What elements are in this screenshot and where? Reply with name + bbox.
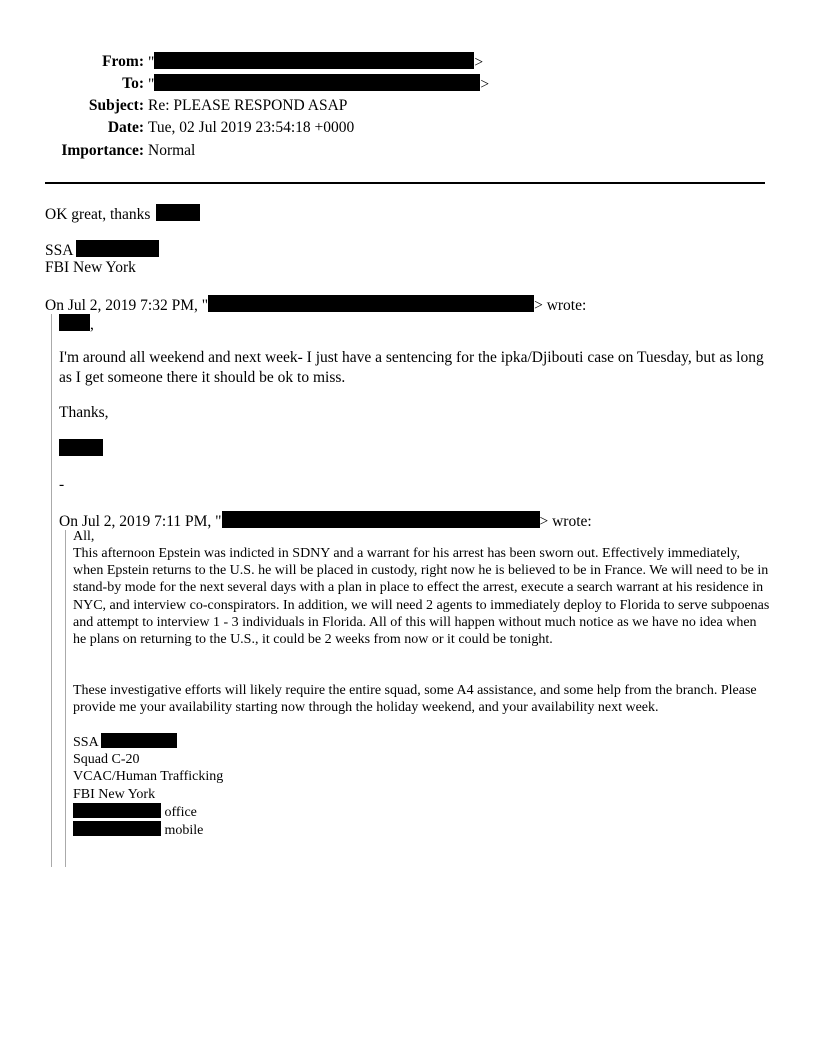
quote2-sig-unit: VCAC/Human Trafficking xyxy=(73,769,224,785)
to-label: To: xyxy=(122,75,144,92)
quote1-body: I'm around all weekend and next week- I just have a sentencing for the ipka/Djibouti case on Tuesday, but as long as I get someone there it should be ok to miss. xyxy=(59,349,764,386)
reply-text: OK great, thanks xyxy=(45,206,151,223)
redacted-office-phone xyxy=(73,803,161,818)
quote2-sig-squad: Squad C-20 xyxy=(73,752,140,768)
quote1-greeting xyxy=(59,314,94,335)
redacted-recipient xyxy=(154,74,480,91)
quote1-signature xyxy=(59,439,103,459)
redacted-quote1-sender xyxy=(208,295,534,312)
quote2-attr-suffix: > wrote: xyxy=(539,513,592,530)
redacted-sender xyxy=(154,52,474,69)
quote2-sig-title-line xyxy=(73,733,773,751)
quote1-dash: - xyxy=(59,476,65,493)
quote2-signature xyxy=(73,733,773,839)
quote2-mobile-phone xyxy=(73,821,773,839)
quote1-thanks: Thanks, xyxy=(59,404,109,421)
date-row xyxy=(0,118,816,138)
importance-row xyxy=(0,141,816,161)
importance-label: Importance: xyxy=(61,142,144,159)
reply-line xyxy=(45,204,200,225)
office-phone-label: office xyxy=(164,804,197,820)
quote2-sig-office: FBI New York xyxy=(73,786,156,802)
reply-signature-office: FBI New York xyxy=(45,259,136,276)
quote1-attribution xyxy=(45,295,586,316)
redacted-quote2-sender xyxy=(222,511,540,528)
subject-row xyxy=(0,96,816,116)
header-divider xyxy=(45,182,765,184)
quote1-bar xyxy=(51,314,52,867)
redacted-greeting-name xyxy=(59,314,90,331)
quote2-paragraph1: This afternoon Epstein was indicted in SDNY and a warrant for his arrest has been sworn out. Effectively immediately, when Epstein returns to the U.S. he will be placed in custody, right now he is believed to be in France. We will need to be in stand-by mode for the next several days with a plan in place to effect the arrest, execute a search warrant at his residence in NYC, and interview co-conspirators. In addition, we will need 2 agents to immediately deploy to Florida to serve subpoenas and attempt to interview 1 - 3 individuals in Florida. All of this will happen without much notice as we have no idea when he plans on returning to the U.S., it could be 2 weeks from now or it could be tonight. xyxy=(73,546,770,648)
redacted-mobile-phone xyxy=(73,821,161,836)
sig-title: SSA xyxy=(45,242,73,259)
quote2-paragraph2: These investigative efforts will likely require the entire squad, some A4 assistance, and some help from the branch. Please provide me your availability starting now through the holiday weekend, and your availability next week. xyxy=(73,683,757,716)
to-row xyxy=(0,74,816,94)
quote2-office-phone xyxy=(73,803,773,821)
quote2-greeting: All, xyxy=(73,529,95,544)
quote1-attr-suffix: > wrote: xyxy=(534,297,587,314)
redacted-quote2-sig-name xyxy=(101,733,177,748)
redacted-name xyxy=(156,204,200,221)
to-quote: " xyxy=(148,76,155,93)
importance-value: Normal xyxy=(148,142,196,159)
from-suffix: > xyxy=(474,54,484,71)
to-suffix: > xyxy=(480,76,490,93)
subject-label: Subject: xyxy=(88,97,144,114)
quote2-sig-title: SSA xyxy=(73,735,98,750)
quote2-bar xyxy=(65,530,66,867)
from-row xyxy=(0,52,816,72)
redacted-sig-name xyxy=(76,240,159,257)
from-quote: " xyxy=(148,54,155,71)
mobile-phone-label: mobile xyxy=(164,823,204,839)
redacted-quote1-signature xyxy=(59,439,103,456)
date-value: Tue, 02 Jul 2019 23:54:18 +0000 xyxy=(148,119,355,136)
date-label: Date: xyxy=(107,119,144,136)
quote1-attr-prefix: On Jul 2, 2019 7:32 PM, " xyxy=(45,297,209,314)
from-label: From: xyxy=(102,53,144,70)
subject-value: Re: PLEASE RESPOND ASAP xyxy=(148,97,348,114)
greeting-comma: , xyxy=(90,316,94,333)
quote2-attr-prefix: On Jul 2, 2019 7:11 PM, " xyxy=(59,513,222,530)
